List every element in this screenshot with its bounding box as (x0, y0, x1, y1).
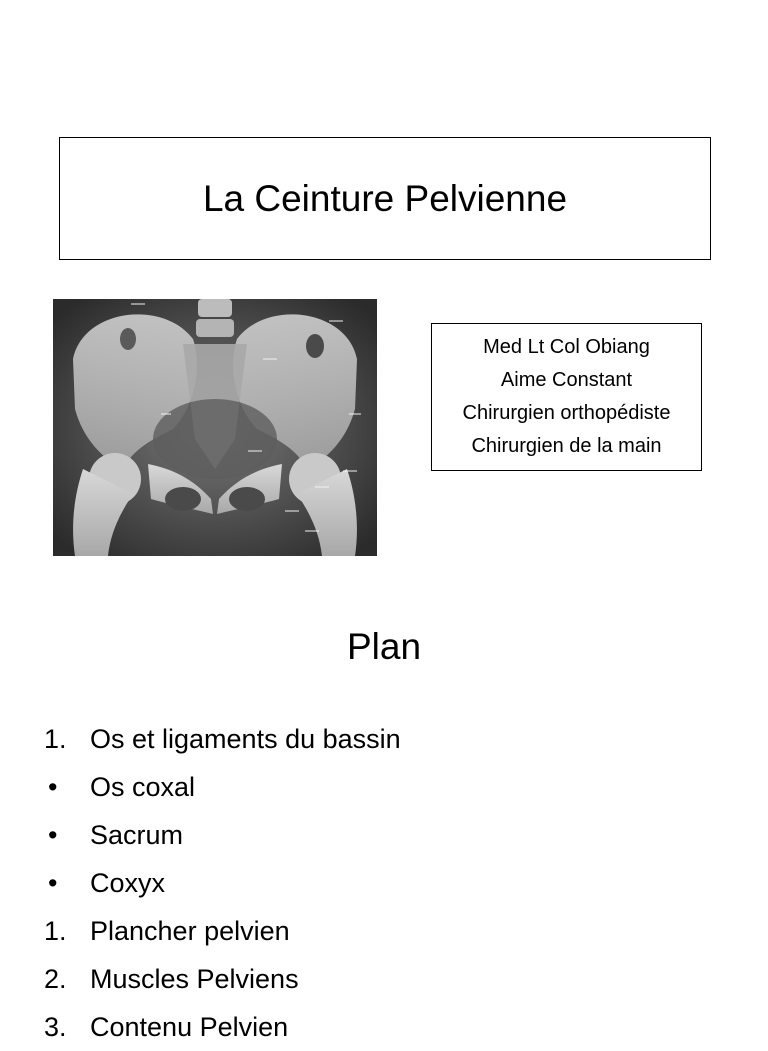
plan-heading: Plan (346, 626, 422, 667)
slide-title: La Ceinture Pelvienne (202, 177, 568, 219)
list-item-text: Os et ligaments du bassin (90, 724, 401, 754)
list-item (44, 811, 744, 859)
list-item-text: Muscles Pelviens (90, 964, 299, 994)
author-line: Chirurgien orthopédiste (462, 402, 671, 424)
list-item-text: Os coxal (90, 772, 196, 802)
author-line: Aime Constant (500, 369, 633, 391)
title-box (59, 137, 711, 260)
list-number: 2. (44, 964, 67, 994)
list-item-text: Sacrum (90, 820, 184, 850)
list-item-text: Contenu Pelvien (90, 1012, 289, 1042)
list-item (44, 859, 744, 907)
author-box (431, 323, 702, 471)
author-line: Chirurgien de la main (471, 435, 662, 457)
list-item-text: Coxyx (90, 868, 166, 898)
author-line: Med Lt Col Obiang (483, 336, 650, 358)
pelvis-xray-image (53, 299, 377, 556)
bullet-icon: • (48, 820, 58, 850)
list-number: 1. (44, 724, 67, 754)
bullet-icon: • (48, 772, 58, 802)
list-item (44, 763, 744, 811)
bullet-icon: • (48, 868, 58, 898)
list-item (44, 715, 744, 763)
list-item (44, 907, 744, 955)
list-item (44, 1003, 744, 1051)
list-item-text: Plancher pelvien (90, 916, 290, 946)
list-item (44, 955, 744, 1003)
list-number: 3. (44, 1012, 67, 1042)
plan-list (44, 715, 744, 1051)
list-number: 1. (44, 916, 67, 946)
